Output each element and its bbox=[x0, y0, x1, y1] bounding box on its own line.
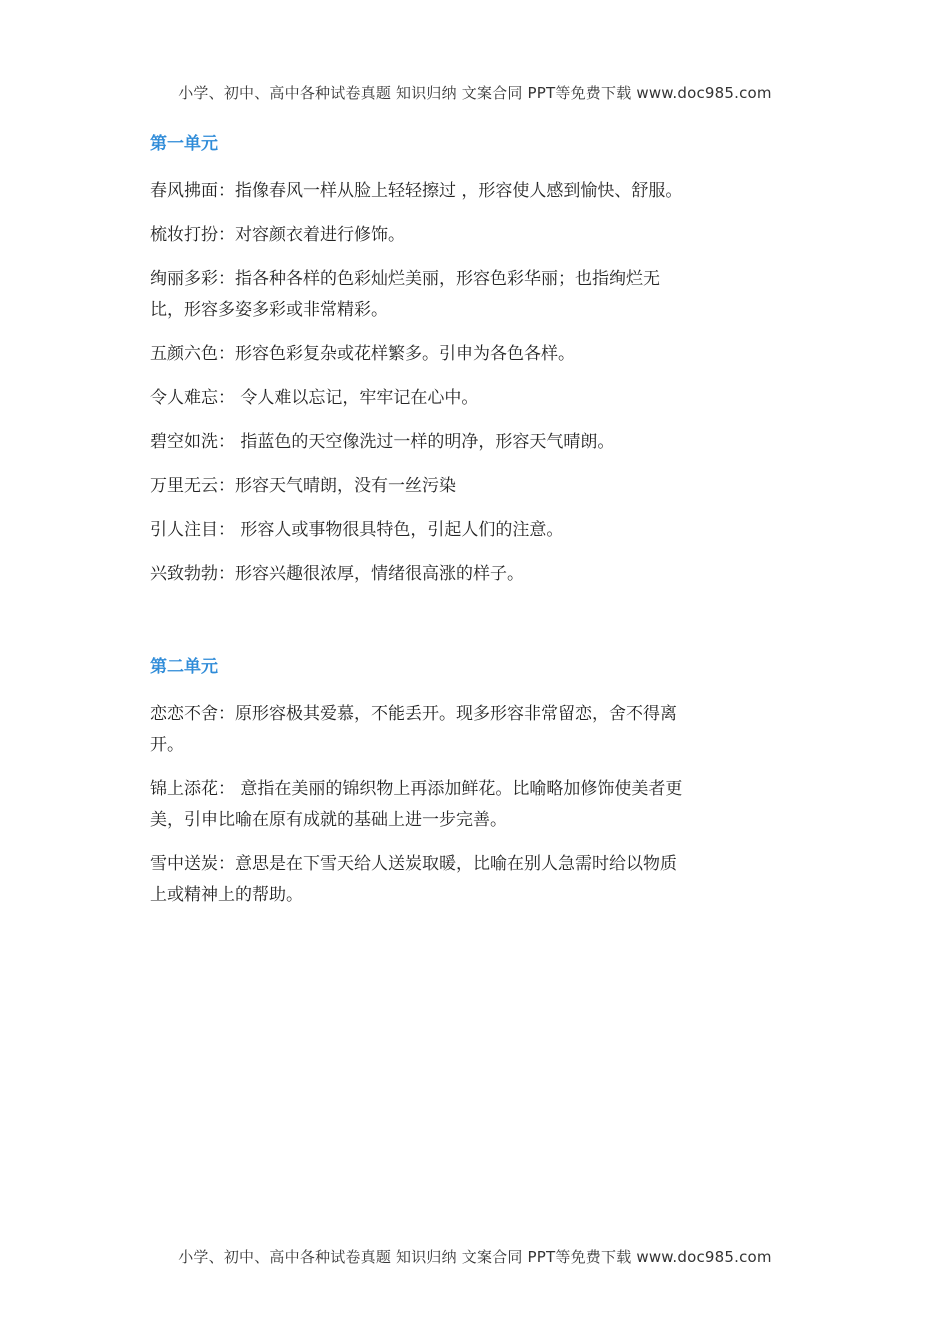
section-spacer bbox=[150, 603, 690, 653]
page-footer: 小学、初中、高中各种试卷真题 知识归纳 文案合同 PPT等免费下载 www.doc985.com bbox=[178, 1248, 772, 1266]
idiom-entry: 五颜六色：形容色彩复杂或花样繁多。引申为各色各样。 bbox=[150, 344, 575, 364]
idiom-entry: 恋恋不舍：原形容极其爱慕，不能丢开。现多形容非常留恋，舍不得离开。 bbox=[150, 704, 677, 755]
idiom-entry: 碧空如洗： 指蓝色的天空像洗过一样的明净，形容天气晴朗。 bbox=[150, 432, 615, 452]
idiom-entry: 绚丽多彩：指各种各样的色彩灿烂美丽，形容色彩华丽；也指绚烂无比，形容多姿多彩或非常精彩。 bbox=[150, 269, 660, 320]
idiom-entry: 万里无云：形容天气晴朗，没有一丝污染 bbox=[150, 476, 456, 496]
section-title: 第一单元 bbox=[150, 134, 218, 154]
idiom-entry: 令人难忘： 令人难以忘记，牢牢记在心中。 bbox=[150, 388, 479, 408]
section-unit-1 bbox=[150, 130, 690, 590]
section-title: 第二单元 bbox=[150, 657, 218, 677]
document-body bbox=[150, 130, 690, 924]
page-header: 小学、初中、高中各种试卷真题 知识归纳 文案合同 PPT等免费下载 www.doc985.com bbox=[178, 84, 772, 102]
idiom-entry: 春风拂面：指像春风一样从脸上轻轻擦过 ，形容使人感到愉快、舒服。 bbox=[150, 181, 683, 201]
idiom-entry: 锦上添花： 意指在美丽的锦织物上再添加鲜花。比喻略加修饰使美者更美，引申比喻在原有成就的基础上进一步完善。 bbox=[150, 779, 683, 830]
idiom-entry: 雪中送炭：意思是在下雪天给人送炭取暖，比喻在别人急需时给以物质上或精神上的帮助。 bbox=[150, 854, 677, 905]
idiom-entry: 引人注目： 形容人或事物很具特色，引起人们的注意。 bbox=[150, 520, 564, 540]
idiom-entry: 兴致勃勃：形容兴趣很浓厚，情绪很高涨的样子。 bbox=[150, 564, 524, 584]
idiom-entry: 梳妆打扮：对容颜衣着进行修饰。 bbox=[150, 225, 405, 245]
section-unit-2 bbox=[150, 653, 690, 911]
